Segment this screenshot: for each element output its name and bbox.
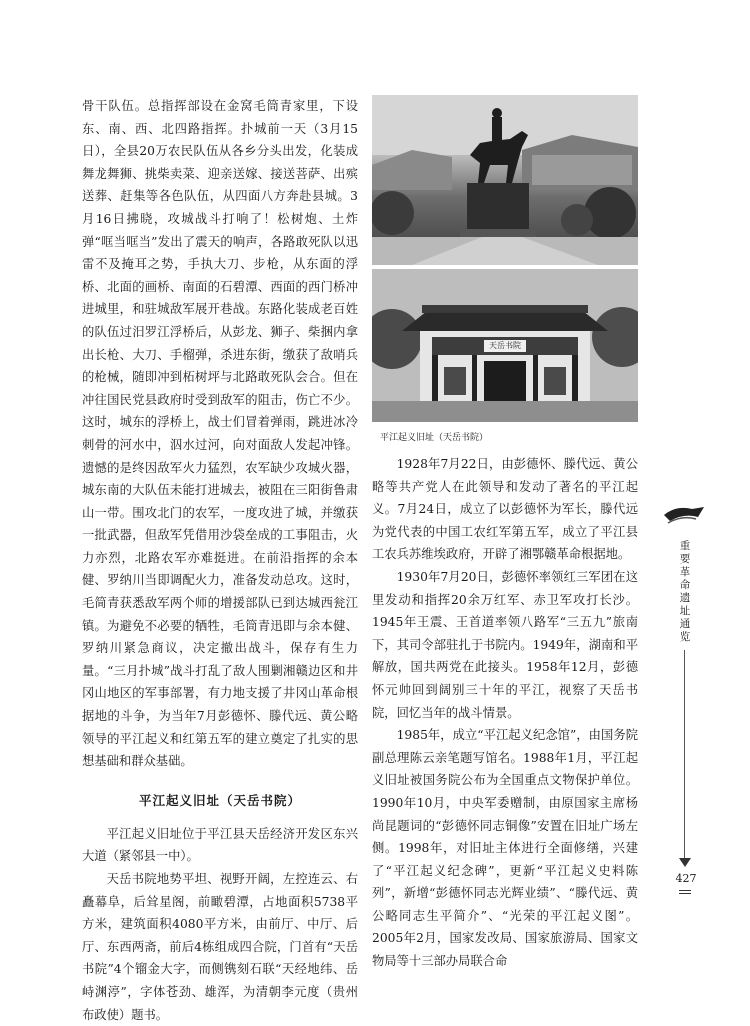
section-tab-icon xyxy=(662,505,706,527)
gate-signboard-text: 天岳书院 xyxy=(489,341,521,350)
right-paragraph-2: 1930年7月20日，彭德怀率领红三军团在这里发动和指挥20余万红军、赤卫军攻打长沙。1945年王震、王首道率领八路军“三五九”旅南下，其司令部驻扎于书院内。1949年，湖南和平解放，国共两党在此接头。1958年12月，彭德怀元帅回到阔别三十年的平江，视察了天岳书院，回忆当年的战斗情景。 xyxy=(372,569,638,720)
photo-caption: 平江起义旧址（天岳书院） xyxy=(380,433,489,443)
section-heading: 平江起义旧址（天岳书院） xyxy=(138,792,301,808)
left-column xyxy=(82,95,358,1026)
page-number: 427 xyxy=(675,872,697,885)
left-paragraph-3: 天岳书院地势平坦、视野开阔，左控连云、右矗幕阜，后耸星阁，前瞰碧潭，占地面积5738平方米，建筑面积4080平方米，由前厅、中厅、后厅、东西两斋，前后4栋组成四合院，门首有“天岳书院”4个镏金大字，而侧镌刻石联“天经地纬、岳峙渊渟”，字体苍劲、雄浑，为清朝李元度（贵州布政使）题书。 xyxy=(82,872,358,1022)
right-paragraph-1: 1928年7月22日，由彭德怀、滕代远、黄公略等共产党人在此领导和发动了著名的平江起义。7月24日，成立了以彭德怀为军长，滕代远为党代表的中国工农红军第五军，成立了平江县工农兵苏维埃政府，开辟了湘鄂赣革命根据地。 xyxy=(372,457,638,562)
statue-photo xyxy=(372,95,638,265)
left-paragraph-2: 平江起义旧址位于平江县天岳经济开发区东兴大道（紧邻县一中）。 xyxy=(82,826,358,864)
page-number-rule-2 xyxy=(679,893,691,894)
right-paragraph-3: 1985年，成立“平江起义纪念馆”，由国务院副总理陈云亲笔题写馆名。1988年1月，平江起义旧址被国务院公布为全国重点文物保护单位。1990年10月，中央军委赠制，由原国家主席杨尚昆题词的“彭德怀同志铜像”安置在旧址广场左侧。1998年，对旧址主体进行全面修缮，兴建了“平江起义纪念碑”，更新“平江起义史料陈列”，新增“彭德怀同志光辉业绩”、“滕代远、黄公略同志生平简介”、“光荣的平江起义图”。2005年2月，国家发改局、国家旅游局、国家文物局等十三部办局联合命 xyxy=(372,728,638,969)
academy-gate-photo xyxy=(372,269,638,422)
equestrian-statue-image xyxy=(372,95,638,265)
arrow-down-icon xyxy=(679,858,691,867)
page-number-rule xyxy=(679,890,691,891)
side-rule xyxy=(684,650,685,860)
right-column xyxy=(372,95,638,973)
left-paragraph-1: 骨干队伍。总指挥部设在金窝毛筒青家里，下设东、南、西、北四路指挥。扑城前一天（3月15日），全县20万农民队伍从各乡分头出发，化装成舞龙舞狮、挑柴卖菜、迎亲送嫁、接送菩萨、出殡送葬、赶集等各色队伍，从四面八方奔赴县城。3月16日拂晓，攻城战斗打响了！松树炮、土炸弹“哐当哐当”发出了震天的响声，各路敢死队以迅雷不及掩耳之势，手执大刀、步枪，从东面的浮桥、北面的画桥、南面的石碧潭、西面的西门桥冲进城里，和驻城敌军展开巷战。东路化装成老百姓的队伍过汨罗江浮桥后，从彭龙、狮子、柴捆内拿出长枪、大刀、手榴弹，杀进东街，缴获了敌哨兵的枪械，随即冲到柘树坪与北路敢死队会合。但在冲往国民党县政府时受到敌军的阻击，伤亡不少。这时，城东的浮桥上，战士们冒着弹雨，跳进冰冷刺骨的河水中，泅水过河，向对面敌人发起冲锋。遗憾的是终因敌军火力猛烈，农军缺少攻城火器，城东南的大队伍未能打进城去，被阻在三阳街鲁肃山一带。围攻北门的农军，一度攻进了城，并缴获一批武器，但敌军凭借用沙袋垒成的工事阻击，火力亦烈，北路农军亦难挺进。在前沿指挥的余本健、罗纳川当即调配火力，准备发动总攻。这时，毛简青获悉敌军两个师的增援部队已到达城西瓮江镇。为避免不必要的牺牲，毛筒青迅即与余本健、罗纳川紧急商议，决定撤出战斗，保存有生力量。“三月扑城”战斗打乱了敌人围剿湘赣边区和井冈山地区的军事部署，有力地支援了井冈山革命根据地的斗争，为当年7月彭德怀、滕代远、黄公略领导的平江起义和红第五军的建立奠定了扎实的思想基础和群众基础。 xyxy=(82,99,358,769)
side-section-label: 重要革命遗址通览 xyxy=(679,540,691,643)
